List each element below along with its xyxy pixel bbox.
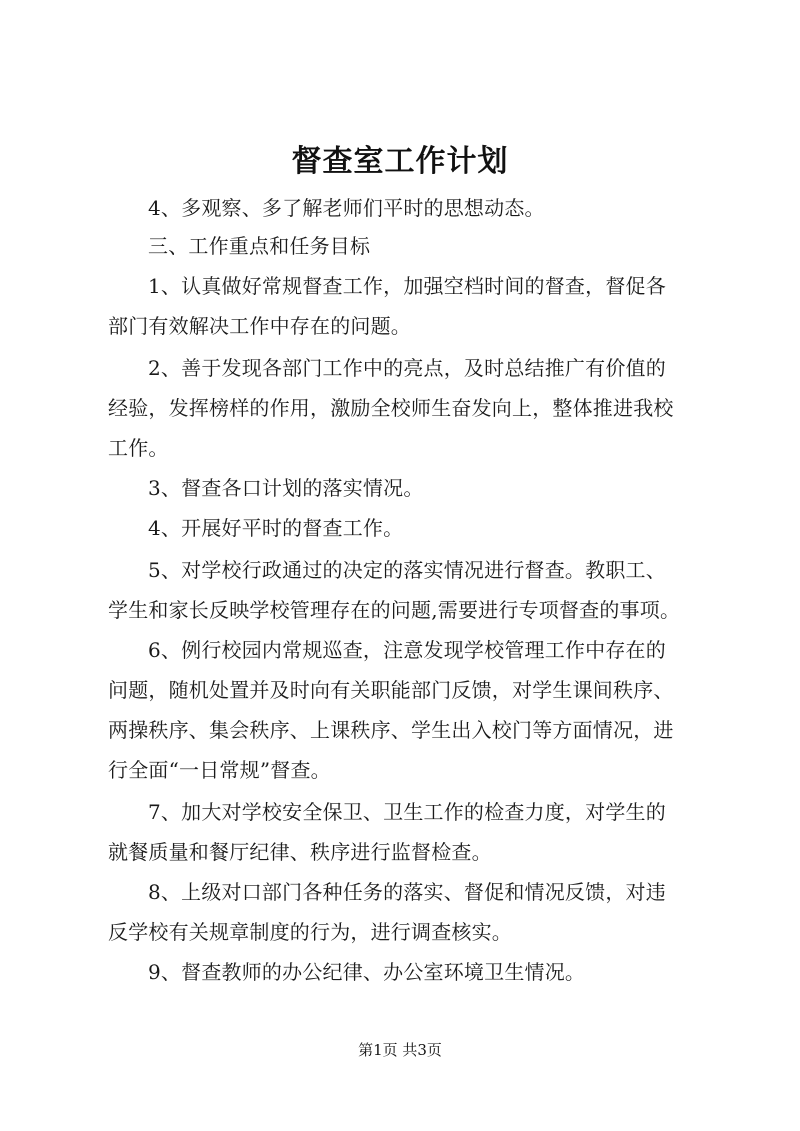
body-line: 6、例行校园内常规巡查，注意发现学校管理工作中存在的	[148, 638, 666, 662]
body-line: 就餐质量和餐厅纪律、秩序进行监督检查。	[108, 840, 492, 864]
body-line: 9、督查教师的办公纪律、办公室环境卫生情况。	[148, 960, 586, 984]
page-title: 督查室工作计划	[291, 144, 509, 179]
section-heading: 三、工作重点和任务目标	[148, 234, 371, 258]
body-line: 学生和家长反映学校管理存在的问题,需要进行专项督查的事项。	[108, 598, 681, 622]
body-line: 问题，随机处置并及时向有关职能部门反馈，对学生课间秩序、	[108, 678, 674, 702]
page-number-footer: 第1页 共3页	[358, 1041, 442, 1059]
body-line: 两操秩序、集会秩序、上课秩序、学生出入校门等方面情况，进	[108, 718, 674, 742]
body-line: 反学校有关规章制度的行为，进行调查核实。	[108, 920, 512, 944]
body-line: 行全面“一日常规”督查。	[108, 758, 331, 782]
body-line: 工作。	[108, 436, 169, 460]
body-line: 8、上级对口部门各种任务的落实、督促和情况反馈，对违	[148, 880, 666, 904]
body-line: 1、认真做好常规督查工作，加强空档时间的督查，督促各	[148, 274, 666, 298]
body-line: 5、对学校行政通过的决定的落实情况进行督查。教职工、	[148, 558, 666, 582]
body-line: 部门有效解决工作中存在的问题。	[108, 314, 411, 338]
body-line: 3、督查各口计划的落实情况。	[148, 476, 424, 500]
body-line: 2、善于发现各部门工作中的亮点，及时总结推广有价值的	[148, 356, 666, 380]
body-line: 7、加大对学校安全保卫、卫生工作的检查力度，对学生的	[148, 800, 666, 824]
body-line: 经验，发挥榜样的作用，激励全校师生奋发向上，整体推进我校	[108, 396, 674, 420]
body-line: 4、多观察、多了解老师们平时的思想动态。	[148, 196, 545, 220]
body-line: 4、开展好平时的督查工作。	[148, 516, 404, 540]
